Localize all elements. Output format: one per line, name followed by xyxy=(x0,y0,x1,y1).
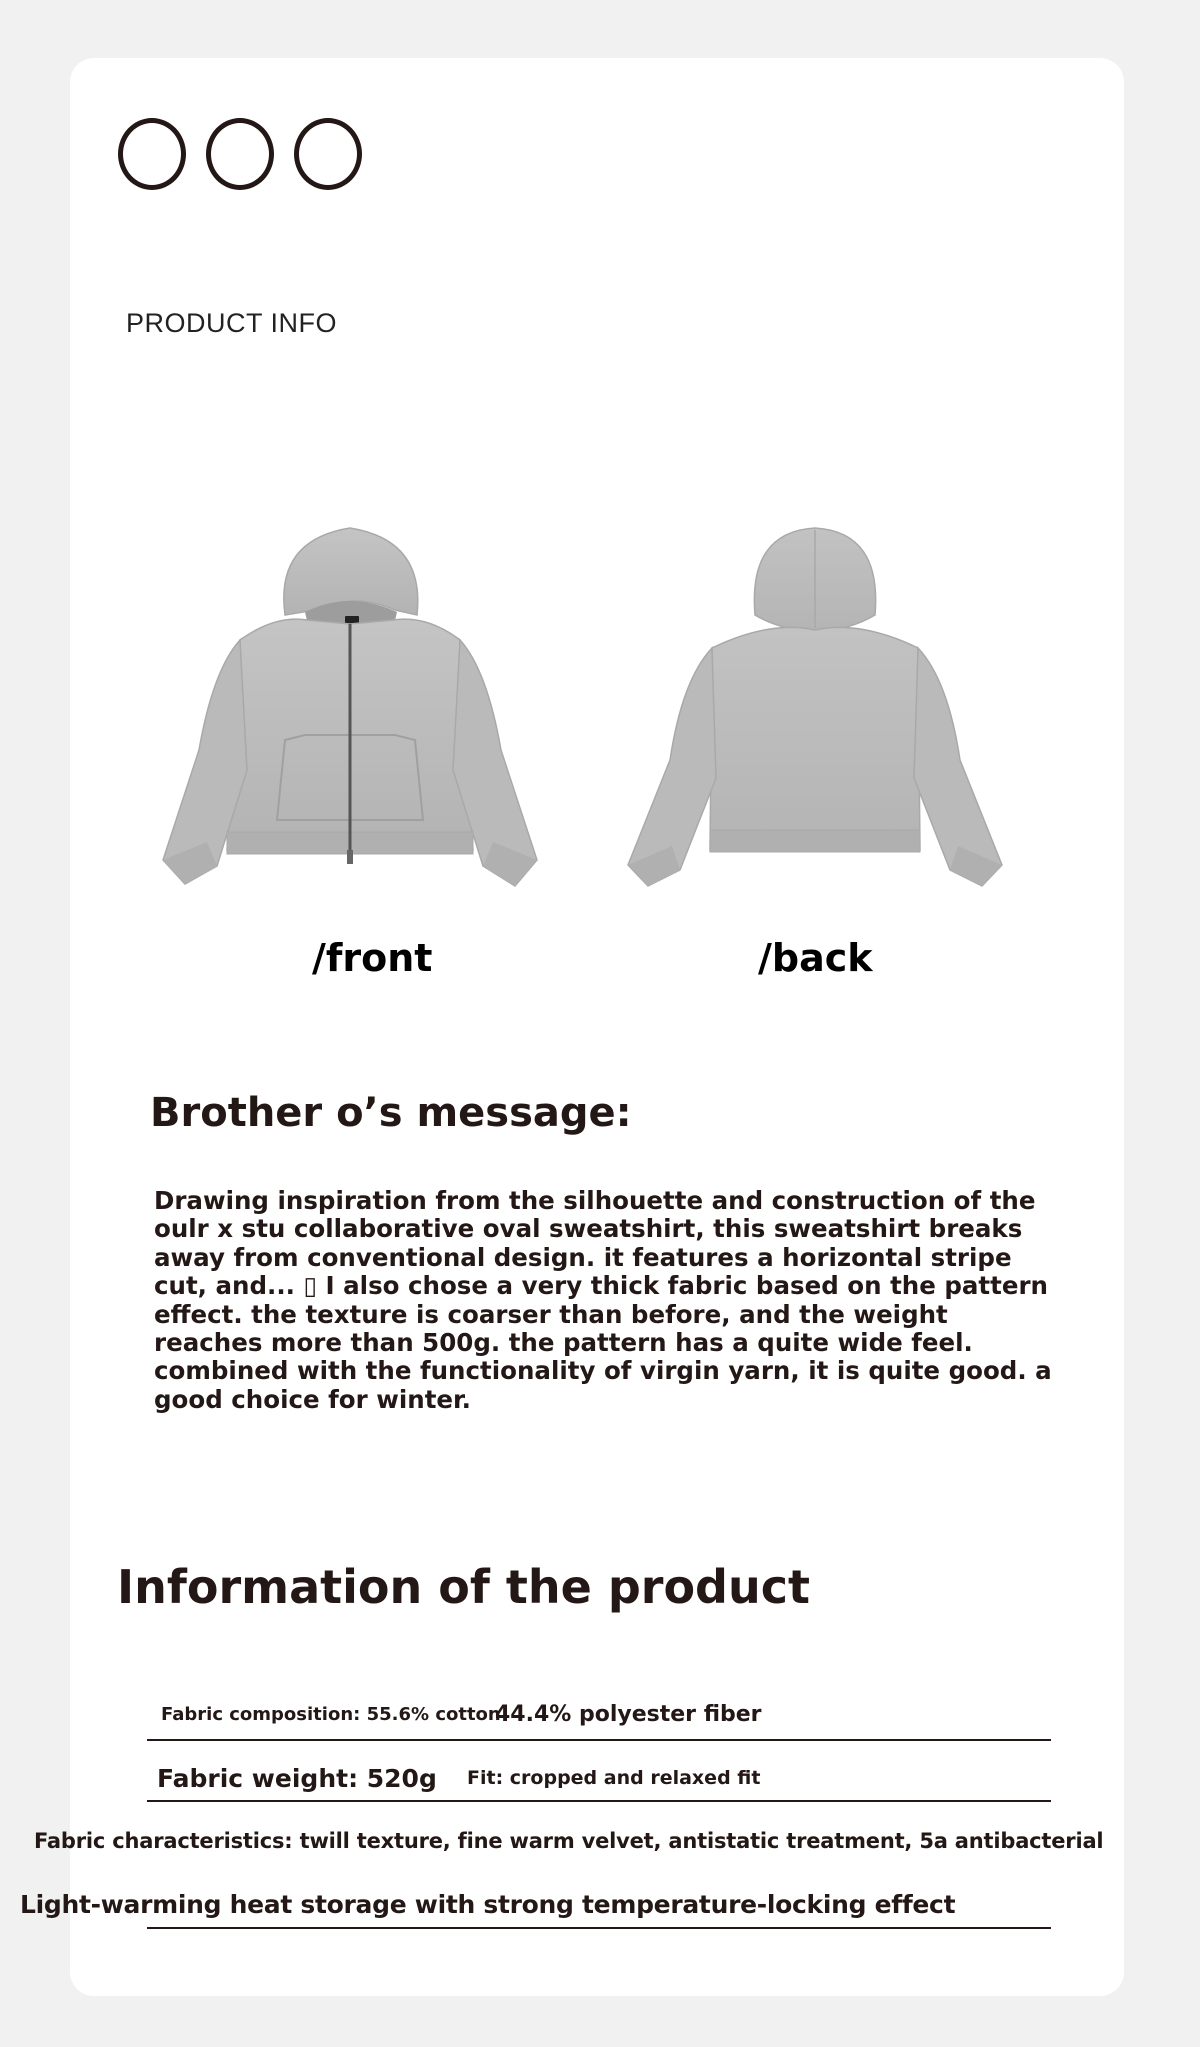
logo-o-1 xyxy=(118,118,186,190)
message-body: Drawing inspiration from the silhouette and construction of the oulr x stu collaborative oval sweatshirt, this sweatshirt breaks away from conventional design. it features a horizontal stripe cut, and... ▯ I also chose a very thick fabric based on the pattern effect. the texture is coarser than before, and the weight reaches more than 500g. the pattern has a quite wide feel. combined with the functionality of virgin yarn, it is quite good. a good choice for winter. xyxy=(154,1186,1052,1414)
message-title: Brother o’s message: xyxy=(150,1090,632,1136)
logo-o-2 xyxy=(206,118,274,190)
fit-text: Fit: cropped and relaxed fit xyxy=(467,1767,761,1789)
composition-text: Fabric composition: 55.6% cotton xyxy=(161,1704,501,1725)
back-label: /back xyxy=(758,936,873,980)
hoodie-back-image xyxy=(620,520,1010,900)
divider-3 xyxy=(147,1927,1051,1929)
weight-text: Fabric weight: 520g xyxy=(157,1764,437,1793)
divider-1 xyxy=(147,1739,1051,1741)
front-label: /front xyxy=(312,936,433,980)
logo-o-3 xyxy=(294,118,362,190)
hoodie-front-image xyxy=(155,520,545,900)
product-info-title: Information of the product xyxy=(117,1560,810,1614)
characteristics-text: Fabric characteristics: twill texture, fine warm velvet, antistatic treatment, 5a antibacterial xyxy=(34,1829,1104,1853)
warming-text: Light-warming heat storage with strong temperature-locking effect xyxy=(20,1890,956,1919)
brand-logo xyxy=(118,118,418,208)
composition-text-2: 44.4% polyester fiber xyxy=(495,1702,762,1727)
divider-2 xyxy=(147,1800,1051,1802)
section-label: PRODUCT INFO xyxy=(126,308,338,338)
